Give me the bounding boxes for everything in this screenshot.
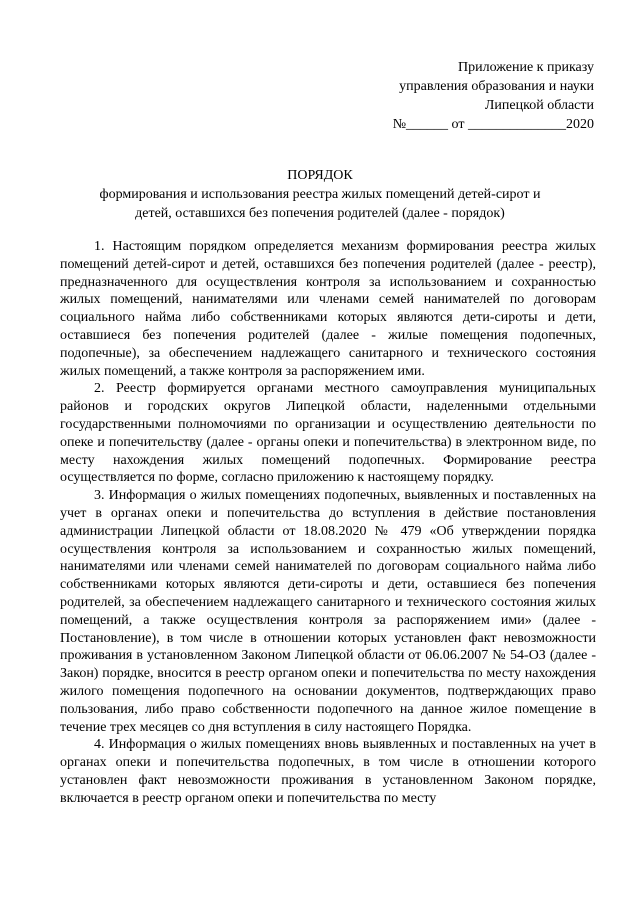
paragraph-4: 4. Информация о жилых помещениях вновь выявленных и поставленных на учет в органах опеки и попечительства подопечных, в том числе в отношении которого установлен факт невозможности проживания в установленном Законом порядке, включается в реестр органом опеки и попечительства по месту (60, 737, 596, 806)
appendix-line-3: Липецкой области (484, 98, 594, 113)
title-block (60, 166, 580, 223)
document-body (60, 238, 596, 808)
appendix-header (344, 58, 594, 134)
appendix-line-1: Приложение к приказу (458, 60, 594, 75)
paragraph-1: 1. Настоящим порядком определяется механизм формирования реестра жилых помещений детей-сирот и детей, оставшихся без попечения родителей (далее - реестр), предназначенного для осуществления контроля за использованием и сохранностью жилых помещений, нанимателями или членами семей нанимателей по договорам социального найма либо собственниками которых являются дети-сироты и дети, оставшиеся без попечения родителей (далее - жилые помещения подопечных, подопечные), за обеспечением надлежащего санитарного и технического состояния жилых помещений, а также контроля за распоряжением ими. (60, 239, 596, 379)
paragraph-2: 2. Реестр формируется органами местного самоуправления муниципальных районов и городских округов Липецкой области, наделенными отдельными государственными полномочиями по организации и осуществлению деятельности по опеке и попечительству (далее - органы опеки и попечительства) в электронном виде, по месту нахождения жилых помещений подопечных. Формирование реестра осуществляется по форме, согласно приложению к настоящему порядку. (60, 381, 596, 486)
appendix-line-2: управления образования и науки (399, 79, 594, 94)
appendix-line-4: №______ от ______________2020 (392, 117, 594, 132)
document-subtitle: формирования и использования реестра жилых помещений детей-сирот и детей, оставшихся без попечения родителей (далее - порядок) (99, 187, 541, 221)
paragraph-3: 3. Информация о жилых помещениях подопечных, выявленных и поставленных на учет в органах опеки и попечительства до вступления в действие постановления администрации Липецкой области от 18.08.2020 № 479 «Об утверждении порядка осуществления контроля за использованием и сохранностью жилых помещений, нанимателями или членами семей нанимателей по договорам социального найма либо собственниками которых являются дети-сироты и дети, оставшиеся без попечения родителей, за обеспечением надлежащего санитарного и технического состояния жилых помещений, а также осуществления контроля за распоряжением ими» (далее - Постановление), в том числе в отношении которых установлен факт невозможности проживания в установленном Законом Липецкой области от 06.06.2007 № 54-ОЗ (далее - Закон) порядке, вносится в реестр органом опеки и попечительства по месту нахождения жилого помещения подопечного на основании документов, подтверждающих право пользования, либо право собственности подопечного на данное жилое помещение в течение трех месяцев со дня вступления в силу настоящего Порядка. (60, 488, 596, 735)
document-title: ПОРЯДОК (287, 168, 353, 183)
